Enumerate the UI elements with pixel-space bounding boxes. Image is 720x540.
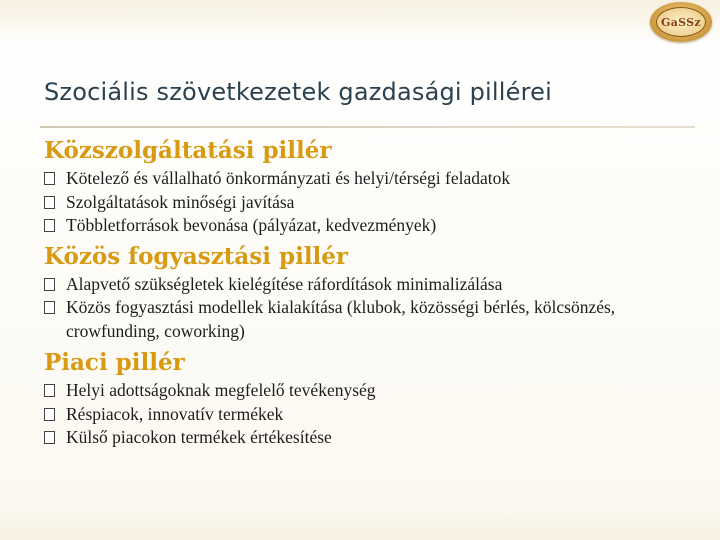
list-item — [44, 214, 694, 238]
slide-title: Szociális szövetkezetek gazdasági pillérei — [44, 78, 552, 106]
bullet-box-icon — [44, 408, 55, 421]
bullet-text: Közös fogyasztási modellek kialakítása (klubok, közösségi bérlés, kölcsönzés, crowfunding, coworking) — [66, 297, 616, 341]
section-heading: Piaci pillér — [44, 349, 185, 376]
bullet-box-icon — [44, 301, 55, 314]
bullet-box-icon — [44, 431, 55, 444]
list-item — [44, 167, 694, 191]
bullet-text: Alapvető szükségletek kielégítése ráfordítások minimalizálása — [66, 273, 503, 294]
bottom-glow — [0, 510, 720, 540]
list-item — [44, 273, 694, 297]
top-band — [0, 0, 720, 48]
section-heading: Közszolgáltatási pillér — [44, 137, 332, 164]
slide-content — [44, 134, 694, 450]
bullet-list — [44, 379, 694, 450]
bullet-text: Helyi adottságoknak megfelelő tevékenység — [66, 380, 376, 400]
title-divider — [40, 126, 695, 128]
bullet-text: Kötelező és vállalható önkormányzati és helyi/térségi feladatok — [66, 168, 511, 188]
bullet-text: Szolgáltatások minőségi javítása — [66, 191, 295, 212]
bullet-box-icon — [44, 172, 55, 185]
bullet-box-icon — [44, 278, 55, 291]
bullet-box-icon — [44, 196, 55, 209]
bullet-box-icon — [44, 384, 55, 397]
list-item — [44, 379, 694, 403]
section-market — [44, 346, 694, 450]
section-shared-consumption — [44, 240, 694, 344]
bullet-text: Réspiacok, innovatív termékek — [66, 403, 284, 424]
bullet-text: Többletforrások bevonása (pályázat, kedvezmények) — [66, 215, 437, 235]
list-item — [44, 296, 694, 343]
section-heading: Közös fogyasztási pillér — [44, 242, 349, 270]
logo-emblem-icon — [650, 2, 712, 42]
list-item — [44, 426, 694, 450]
section-public-service — [44, 134, 694, 238]
bullet-list — [44, 273, 694, 344]
list-item — [44, 191, 694, 215]
logo-text: GaSSz — [656, 7, 706, 37]
bullet-box-icon — [44, 219, 55, 232]
bullet-text: Külső piacokon termékek értékesítése — [66, 427, 332, 447]
bullet-list — [44, 167, 694, 238]
list-item — [44, 403, 694, 427]
